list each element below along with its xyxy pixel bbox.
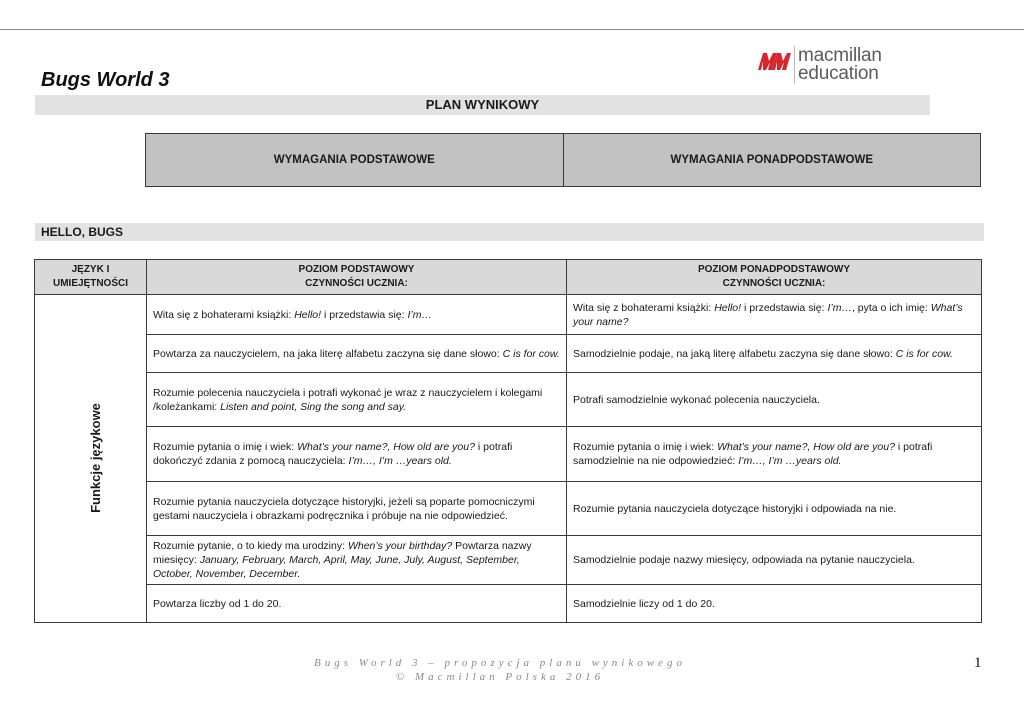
- header-basic-level-line2: CZYNNOŚCI UCZNIA:: [305, 278, 408, 289]
- header-basic-level: [147, 260, 567, 295]
- table-row: [35, 482, 982, 536]
- table-body: [35, 295, 982, 623]
- basic-requirement-cell: [147, 585, 567, 623]
- basic-requirement-text: Rozumie pytania nauczyciela dotyczące historyjki, jeżeli są poparte pomocniczymi gestami nauczyciela i obrazkami podręcznika i próbuje na nie odpowiedzieć.: [153, 495, 535, 522]
- table-header-row: [35, 260, 982, 295]
- basic-requirement-text: What’s your name?, How old are you?: [297, 441, 475, 453]
- basic-requirement-text: Rozumie pytania o imię i wiek:: [153, 441, 298, 453]
- advanced-requirement-text: , pyta o ich imię:: [851, 301, 931, 314]
- advanced-requirement-text: Samodzielnie podaje, na jaką literę alfabetu zaczyna się dane słowo:: [573, 347, 896, 360]
- basic-requirement-text: Hello!: [294, 308, 322, 321]
- advanced-requirement-text: i potrafi samodzielnie na nie odpowiedzieć:: [573, 441, 933, 467]
- header-language-skills: [35, 260, 147, 295]
- table-row: [35, 373, 982, 427]
- basic-requirement-text: Listen and point, Sing the song and say.: [220, 400, 407, 413]
- basic-requirement-text: Powtarza za nauczycielem, na jaka literę alfabetu zaczyna się dane słowo:: [153, 347, 503, 360]
- advanced-requirement-text: Samodzielnie liczy od 1 do 20.: [573, 597, 715, 610]
- basic-requirement-text: Rozumie pytanie, o to kiedy ma urodziny:: [153, 540, 348, 552]
- advanced-requirement-text: C is for cow.: [895, 347, 953, 360]
- section-title: HELLO, BUGS: [35, 223, 984, 241]
- document-title: Bugs World 3: [41, 69, 170, 91]
- basic-requirement-cell: [147, 536, 567, 585]
- header-language-skills-line1: JĘZYK I: [71, 264, 110, 275]
- top-rule: [0, 29, 1024, 30]
- basic-requirements-label: WYMAGANIA PODSTAWOWE: [273, 154, 435, 166]
- basic-requirement-text: When’s your birthday?: [347, 540, 453, 552]
- advanced-requirement-text: Potrafi samodzielnie wykonać polecenia nauczyciela.: [573, 393, 820, 406]
- basic-requirement-cell: [147, 295, 567, 335]
- header-language-skills-line2: UMIEJĘTNOŚCI: [52, 278, 128, 289]
- footer-line1: Bugs World 3 – propozycja planu wynikowego: [314, 657, 686, 669]
- advanced-requirement-cell: [567, 536, 982, 585]
- plan-table: [34, 259, 982, 623]
- basic-requirement-text: Powtarza nazwy miesięcy:: [153, 540, 532, 566]
- advanced-requirement-text: Samodzielnie podaje nazwy miesięcy, odpowiada na pytanie nauczyciela.: [573, 554, 915, 566]
- advanced-requirement-text: Rozumie pytania nauczyciela dotyczące historyjki i odpowiada na nie.: [573, 502, 897, 515]
- basic-requirement-text: I’m…: [407, 308, 432, 321]
- header-advanced-level-line2: CZYNNOŚCI UCZNIA:: [722, 278, 826, 289]
- table-row: [35, 335, 982, 373]
- macmillan-logo-icon: [757, 50, 791, 72]
- header-basic-level-line1: POZIOM PODSTAWOWY: [298, 264, 415, 275]
- advanced-requirement-cell: [567, 482, 982, 536]
- advanced-requirement-text: What’s your name?: [573, 301, 963, 328]
- logo-text-education: education: [798, 63, 879, 84]
- logo-text-macmillan: macmillan: [798, 45, 882, 66]
- advanced-requirement-text: i przedstawia się:: [741, 301, 828, 314]
- publisher-logo: [757, 44, 897, 88]
- basic-requirement-text: Powtarza liczby od 1 do 20.: [153, 597, 282, 610]
- basic-requirement-text: Wita się z bohaterami książki:: [153, 308, 295, 321]
- advanced-requirement-text: I’m…: [827, 301, 852, 314]
- logo-divider: [794, 46, 795, 84]
- basic-requirement-text: i przedstawia się:: [321, 308, 408, 321]
- requirements-header: [145, 133, 981, 187]
- basic-requirement-text: January, February, March, April, May, June, July, August, September, October, November, December.: [153, 554, 520, 580]
- page-number: 1: [974, 655, 982, 671]
- basic-requirement-text: i potrafi dokończyć zdania z pomocą nauczyciela:: [153, 441, 513, 467]
- basic-requirement-cell: [147, 427, 567, 482]
- table-row: [35, 427, 982, 482]
- advanced-requirement-text: Rozumie pytania o imię i wiek:: [573, 441, 718, 453]
- basic-requirement-text: I’m…, I’m …years old.: [348, 455, 452, 467]
- advanced-requirement-cell: [567, 427, 982, 482]
- basic-requirement-text: Rozumie polecenia nauczyciela i potrafi wykonać je wraz z nauczycielem i kolegami /koleżankami:: [153, 386, 543, 413]
- table-row: [35, 536, 982, 585]
- plan-title: PLAN WYNIKOWY: [35, 95, 930, 115]
- advanced-requirement-text: I’m…, I’m …years old.: [738, 455, 842, 467]
- footer: [0, 656, 1000, 684]
- advanced-requirement-text: Wita się z bohaterami książki:: [573, 301, 715, 314]
- header-advanced-level-line1: POZIOM PONADPODSTAWOWY: [697, 264, 851, 275]
- footer-line2: © Macmillan Polska 2016: [395, 671, 605, 683]
- header-advanced-level: [567, 260, 982, 295]
- table-row: [35, 295, 982, 335]
- basic-requirement-cell: [147, 482, 567, 536]
- table-row: [35, 585, 982, 623]
- category-label: Funkcje językowe: [87, 403, 103, 513]
- advanced-requirement-cell: [567, 335, 982, 373]
- basic-requirement-cell: [147, 335, 567, 373]
- advanced-requirement-cell: [567, 373, 982, 427]
- basic-requirement-cell: [147, 373, 567, 427]
- advanced-requirements-label: WYMAGANIA PONADPODSTAWOWE: [563, 134, 981, 186]
- advanced-requirement-text: What’s your name?, How old are you?: [717, 441, 895, 453]
- category-cell: [35, 295, 147, 623]
- advanced-requirement-cell: [567, 295, 982, 335]
- advanced-requirement-cell: [567, 585, 982, 623]
- basic-requirement-text: C is for cow.: [502, 347, 560, 360]
- advanced-requirement-text: Hello!: [714, 301, 742, 314]
